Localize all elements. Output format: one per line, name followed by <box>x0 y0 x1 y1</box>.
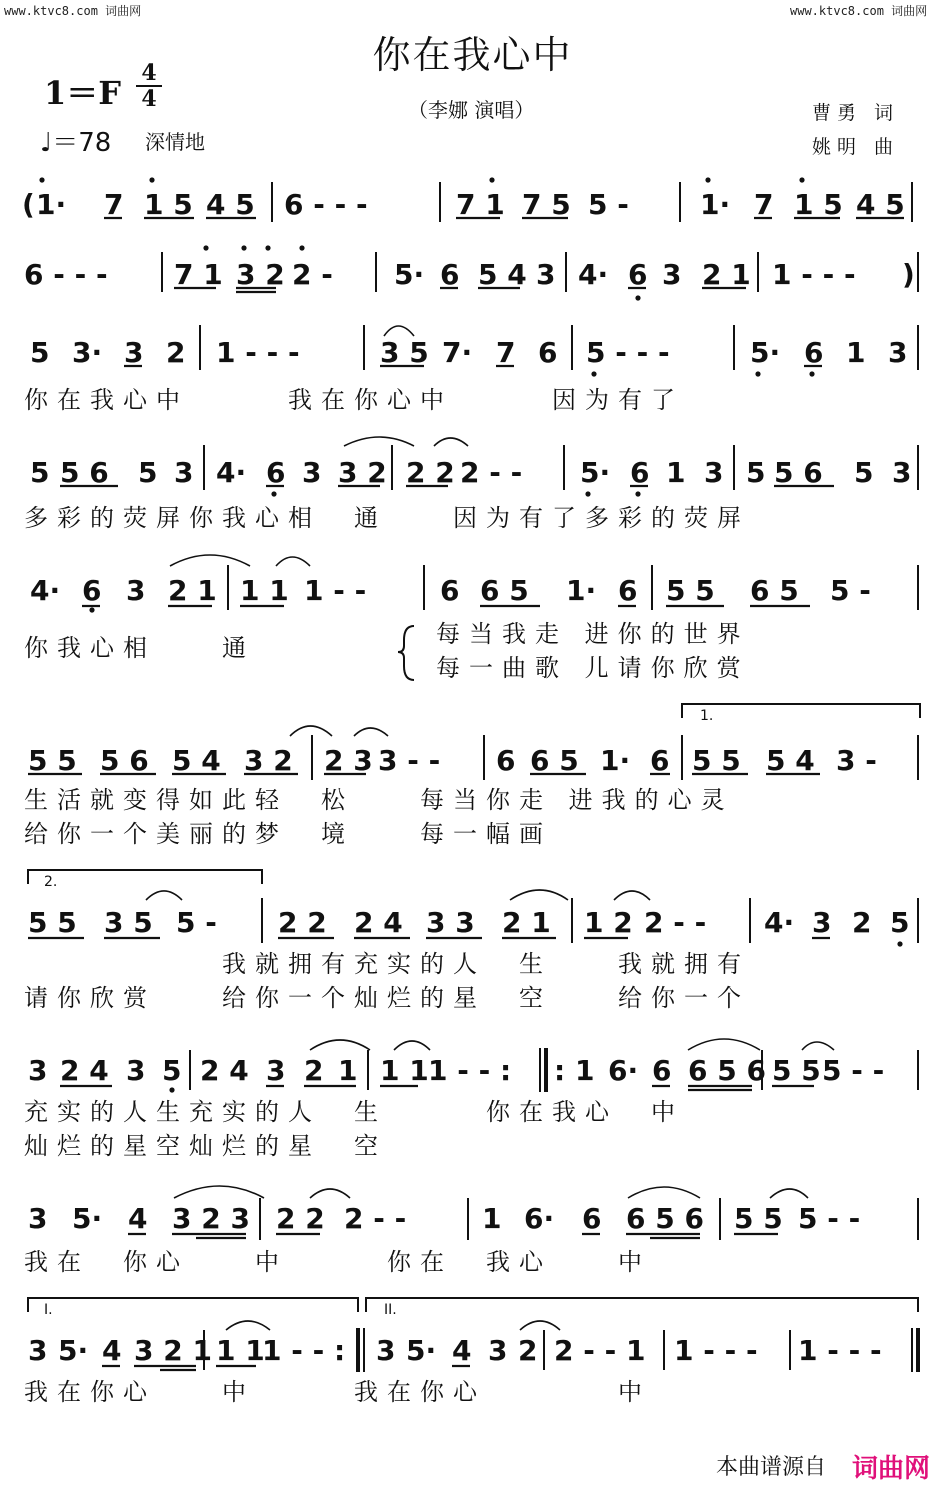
note: 6 5 <box>530 744 579 777</box>
note: 1 <box>338 1054 358 1087</box>
note: 1 - - : <box>428 1054 512 1087</box>
note: 5 <box>890 906 910 939</box>
lyrics-row-6a: 生活就变得如此轻 松 每当你走 进我的心灵 <box>24 786 734 814</box>
note: 5 5 <box>666 574 715 607</box>
lyrics-row-5: 你我心相 通 <box>24 634 255 662</box>
note: 4 <box>452 1334 472 1367</box>
note: 5 4 <box>172 744 221 777</box>
note: 2 - - <box>460 456 523 489</box>
note: 3 3 <box>426 906 475 939</box>
note: 6 - - - <box>284 188 368 221</box>
note: 5 - - <box>798 1202 861 1235</box>
note: 3 <box>126 1054 146 1087</box>
note: 2 1 <box>502 906 551 939</box>
note: 3 <box>174 456 194 489</box>
note: 6 <box>652 1054 672 1087</box>
note: 3 <box>488 1334 508 1367</box>
quarter-note-icon: ♩ <box>40 128 53 158</box>
note: 1 1 <box>216 1334 265 1367</box>
note: 3 2 <box>236 258 285 291</box>
volta-1-label: 1. <box>700 708 714 724</box>
note: 6 <box>650 744 670 777</box>
note: 1 5 <box>144 188 193 221</box>
note: 3 <box>124 336 144 369</box>
note: 6 <box>496 744 516 777</box>
note: 5· <box>750 336 781 369</box>
note: 2 1 <box>702 258 751 291</box>
note: 4 <box>128 1202 148 1235</box>
note: 2 2 <box>406 456 455 489</box>
note: 5· <box>58 1334 89 1367</box>
note: 1 2 <box>584 906 633 939</box>
lyrics-row-7b: 请你欣赏 给你一个灿烂的星 空 给你一个 <box>24 984 750 1012</box>
watermark-right: www.ktvc8.com 词曲网 <box>790 4 928 18</box>
lyricist-credit: 曹勇 词 <box>812 102 900 124</box>
notes-row-6: 5 5 <box>28 744 77 777</box>
note: 6· <box>524 1202 555 1235</box>
notes-row-2: 6 - - - <box>24 258 108 291</box>
note: 5 6 <box>774 456 823 489</box>
note: 2 <box>304 1054 324 1087</box>
note: 2 - - <box>644 906 707 939</box>
note: 2 - - 1 <box>554 1334 646 1367</box>
time-top: 4 <box>141 60 157 86</box>
note: 2 <box>166 336 186 369</box>
note: 5 - - - <box>586 336 670 369</box>
note: 1 <box>482 1202 502 1235</box>
lyrics-row-10: 我在你心 中 我在你心 中 <box>24 1378 651 1406</box>
note: 2 1 <box>168 574 217 607</box>
notes-row-3: 5 <box>30 336 50 369</box>
note: 5 - - <box>822 1054 885 1087</box>
footer-logo[interactable]: 词曲网 <box>852 1454 931 1484</box>
note: 3 2 1 <box>134 1334 212 1367</box>
note: 3 <box>888 336 908 369</box>
lyrics-verse-2: 每一曲歌 儿请你欣赏 <box>436 654 750 682</box>
note: 1· <box>600 744 631 777</box>
note: 6 <box>440 574 460 607</box>
note: 2 2 <box>276 1202 325 1235</box>
note: 2 4 <box>354 906 403 939</box>
note: 3 <box>704 456 724 489</box>
note: 3 - <box>836 744 877 777</box>
notes-row-9: 3 <box>28 1202 48 1235</box>
time-bottom: 4 <box>141 86 157 112</box>
note: 5· <box>406 1334 437 1367</box>
volta-2-label: 2. <box>44 874 58 890</box>
note: 6 <box>538 336 558 369</box>
note: 5· <box>72 1202 103 1235</box>
barlines <box>28 182 920 1372</box>
note: 5 - <box>588 188 629 221</box>
note: 6 <box>582 1202 602 1235</box>
song-title: 你在我心中 <box>372 33 573 77</box>
tempo-mark: ♩＝78 <box>40 128 112 158</box>
note: 2 4 <box>60 1054 109 1087</box>
note: 1 1 <box>380 1054 429 1087</box>
notes-row-8: 3 <box>28 1054 48 1087</box>
volta-i-label: I. <box>44 1302 53 1318</box>
note: 5 5 <box>772 1054 821 1087</box>
note: 6 <box>82 574 102 607</box>
note: 5 4 <box>766 744 815 777</box>
note: 6 <box>630 456 650 489</box>
lyrics-row-7a: 我就拥有充实的人 生 我就拥有 <box>24 950 750 978</box>
note: 7 5 <box>522 188 571 221</box>
note: 1 - - <box>304 574 367 607</box>
notes-row-5: 4· <box>30 574 61 607</box>
note: 3 5 <box>104 906 153 939</box>
note: 3· <box>72 336 103 369</box>
note: 7 <box>754 188 774 221</box>
note: 1· <box>36 188 67 221</box>
note: 6 5 6 <box>688 1054 766 1087</box>
note: 1 <box>666 456 686 489</box>
note: 2 2 <box>278 906 327 939</box>
note: 5 6 <box>100 744 149 777</box>
note: 2 3 <box>324 744 373 777</box>
note: 4· <box>764 906 795 939</box>
note: 3 - - <box>378 744 441 777</box>
note: 3 <box>892 456 912 489</box>
note: 1 1 <box>240 574 289 607</box>
note: 3 2 <box>244 744 293 777</box>
note: 4· <box>578 258 609 291</box>
note: 3 <box>302 456 322 489</box>
note: 6 <box>628 258 648 291</box>
notes-row-10: 3 <box>28 1334 48 1367</box>
note: ) <box>902 258 915 291</box>
key-signature: 1＝F <box>44 74 121 112</box>
lyrics-row-8b: 灿烂的星空灿烂的星 空 <box>24 1132 387 1160</box>
volta-ii-label: II. <box>384 1302 397 1318</box>
note: 7 <box>104 188 124 221</box>
note: 5 <box>746 456 766 489</box>
note: 5 4 <box>478 258 527 291</box>
note: 6 <box>804 336 824 369</box>
note: 1 - - : <box>262 1334 346 1367</box>
note: 3 <box>266 1054 286 1087</box>
note: 5· <box>580 456 611 489</box>
note: 1 <box>846 336 866 369</box>
note: 4· <box>216 456 247 489</box>
note: 5· <box>394 258 425 291</box>
note: 2 <box>518 1334 538 1367</box>
note: 3 <box>812 906 832 939</box>
tempo-description: 深情地 <box>145 130 205 154</box>
notes-row-4: 5 <box>30 456 50 489</box>
note: 7 <box>496 336 516 369</box>
note: 3 5 <box>380 336 429 369</box>
note: 1 - - - <box>216 336 300 369</box>
note: 5 5 <box>692 744 741 777</box>
note: 2 4 <box>200 1054 249 1087</box>
note: 5 <box>854 456 874 489</box>
note: 5 6 <box>60 456 109 489</box>
note: 4 5 <box>856 188 905 221</box>
note: 1 5 <box>794 188 843 221</box>
note: 7 1 <box>174 258 223 291</box>
lyrics-row-8a: 充实的人生充实的人 生 你在我心 中 <box>24 1098 684 1126</box>
notes-row-1: ( <box>22 188 35 221</box>
lyrics-row-4: 多彩的荧屏你我心相 通 因为有了多彩的荧屏 <box>24 504 750 532</box>
note: 2 - <box>292 258 333 291</box>
note: 6 5 <box>750 574 799 607</box>
note: 3 <box>662 258 682 291</box>
note: 6 <box>618 574 638 607</box>
note: 5 - <box>830 574 871 607</box>
note: 1 - - - <box>674 1334 758 1367</box>
notes-row-7: 5 5 <box>28 906 77 939</box>
note: : 1 <box>554 1054 595 1087</box>
note: 6· <box>608 1054 639 1087</box>
note: 4 <box>102 1334 122 1367</box>
note: 3 2 3 <box>172 1202 250 1235</box>
note: 4 5 <box>206 188 255 221</box>
note: 5 <box>138 456 158 489</box>
note: 3 <box>376 1334 396 1367</box>
note: 7 1 <box>456 188 505 221</box>
note: 6 5 6 <box>626 1202 704 1235</box>
note: 2 - - <box>344 1202 407 1235</box>
note: 6 5 <box>480 574 529 607</box>
note: 6 <box>266 456 286 489</box>
lyrics-verse-1: 每当我走 进你的世界 <box>436 620 750 648</box>
note: 5 - <box>176 906 217 939</box>
lyrics-row-9: 我在 你心 中 你在 我心 中 <box>24 1248 651 1276</box>
note: 3 2 <box>338 456 387 489</box>
singer-credit: （李娜 演唱） <box>408 98 535 122</box>
note: 2 <box>852 906 872 939</box>
lyrics-row-3: 你在我心中 我在你心中 因为有了 <box>24 386 684 414</box>
note: 7· <box>442 336 473 369</box>
lyrics-row-6b: 给你一个美丽的梦 境 每一幅画 <box>24 820 552 848</box>
note: 1 - - - <box>798 1334 882 1367</box>
note: 5 <box>162 1054 182 1087</box>
composer-credit: 姚明 曲 <box>812 136 900 158</box>
footer-source-text: 本曲谱源自 <box>716 1455 827 1480</box>
note: 3 <box>126 574 146 607</box>
watermark-left: www.ktvc8.com 词曲网 <box>4 4 142 18</box>
note: 1 - - - <box>772 258 856 291</box>
note: 1· <box>700 188 731 221</box>
note: 3 <box>536 258 556 291</box>
note: 1· <box>566 574 597 607</box>
note: 5 5 <box>734 1202 783 1235</box>
note: 6 <box>440 258 460 291</box>
